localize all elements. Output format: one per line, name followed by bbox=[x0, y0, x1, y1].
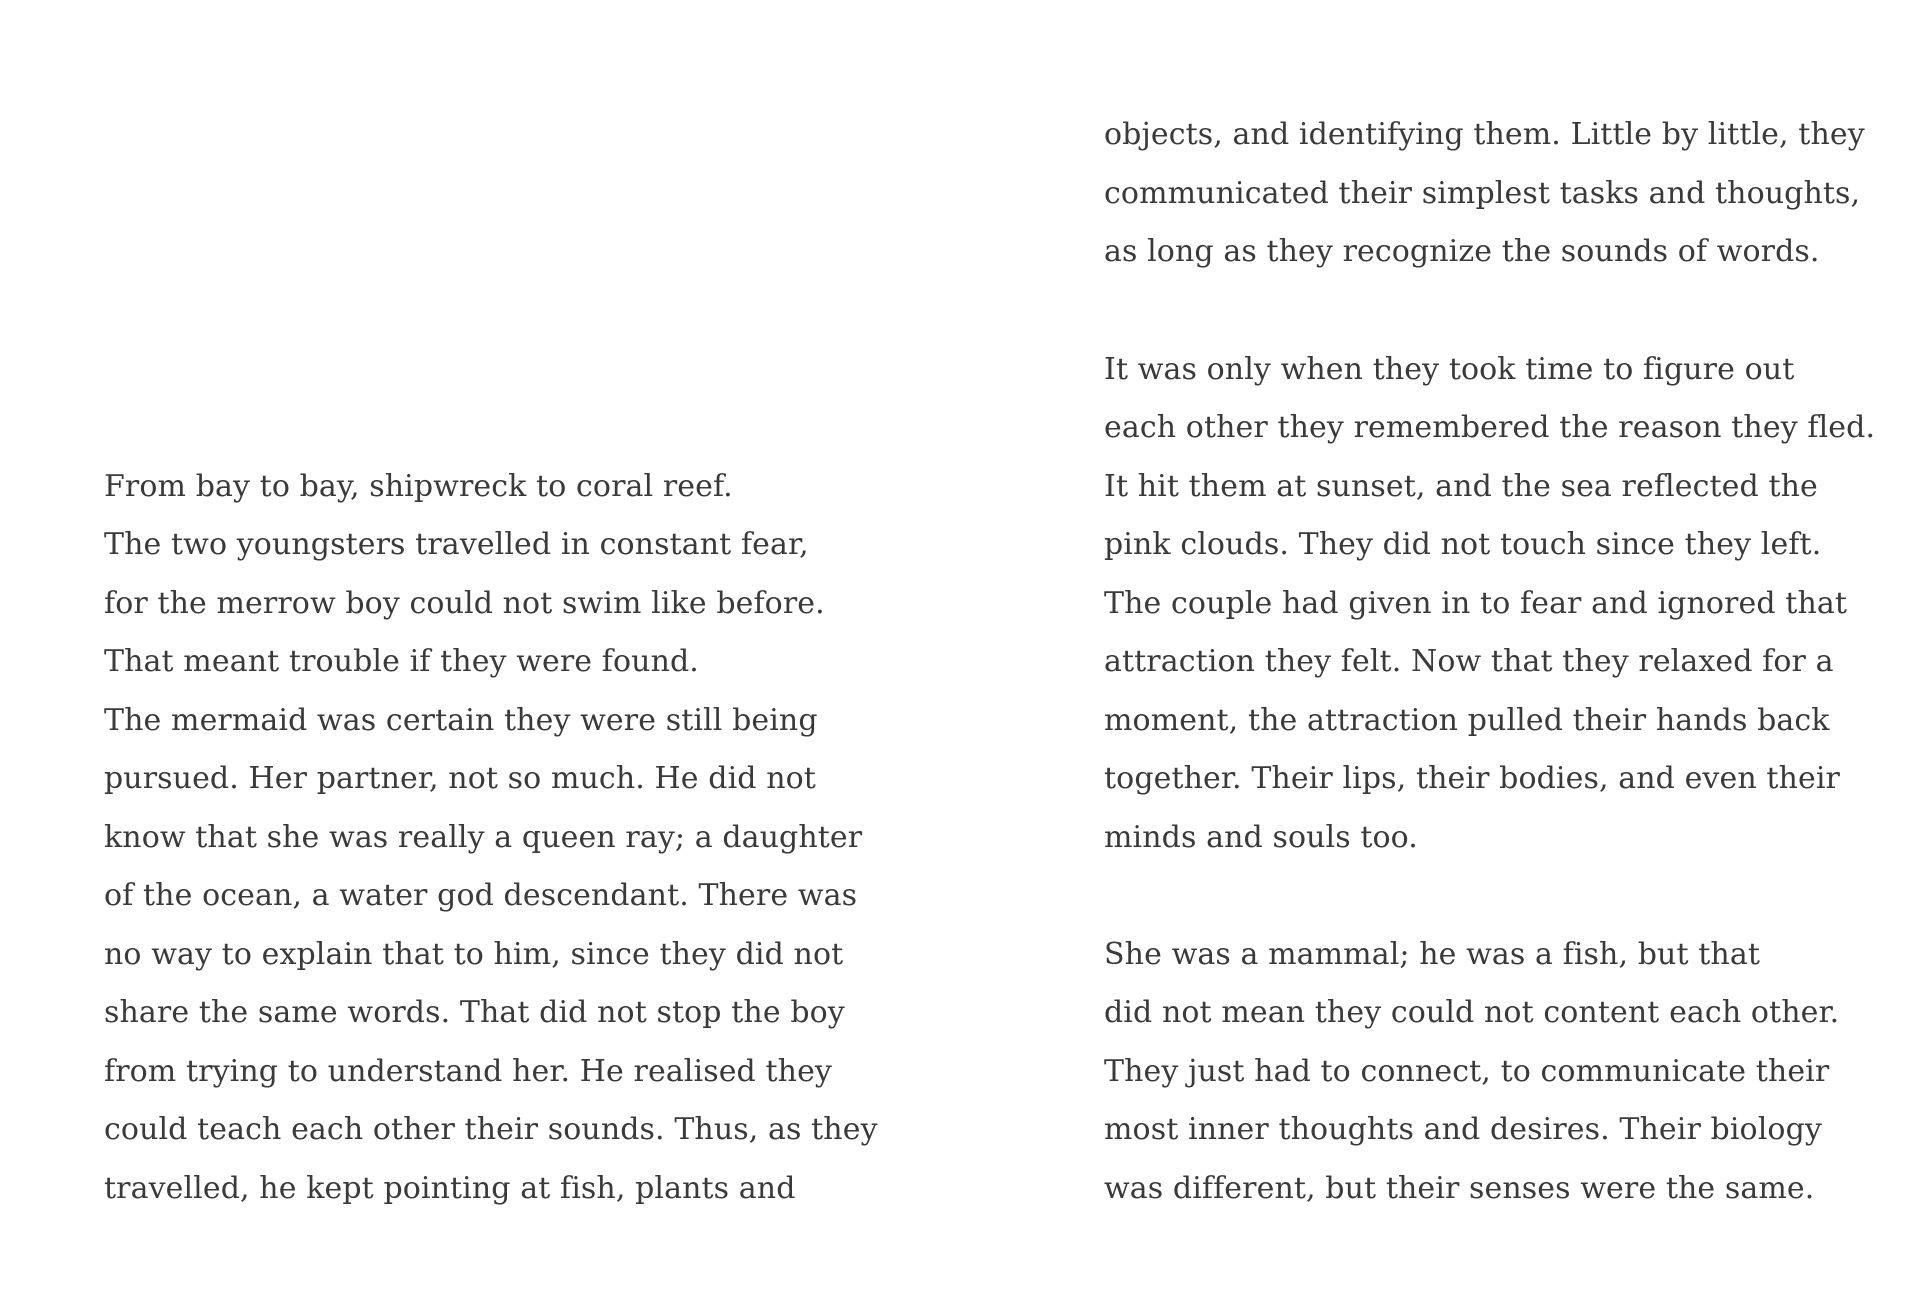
right-line: pink clouds. They did not touch since they left. bbox=[1104, 527, 1822, 562]
right-line: attraction they felt. Now that they relaxed for a bbox=[1104, 644, 1834, 679]
right-line: together. Their lips, their bodies, and even their bbox=[1104, 761, 1840, 796]
left-line: That meant trouble if they were found. bbox=[104, 644, 699, 679]
right-line: did not mean they could not content each other. bbox=[1104, 995, 1840, 1030]
left-line: for the merrow boy could not swim like before. bbox=[104, 586, 825, 621]
left-line: The two youngsters travelled in constant fear, bbox=[104, 527, 809, 562]
right-line: objects, and identifying them. Little by little, they bbox=[1104, 117, 1865, 152]
left-line: share the same words. That did not stop the boy bbox=[104, 995, 845, 1030]
right-line: It was only when they took time to figure out bbox=[1104, 352, 1795, 387]
left-line: The mermaid was certain they were still being bbox=[104, 703, 818, 738]
right-page bbox=[1104, 0, 1894, 1316]
right-line: The couple had given in to fear and ignored that bbox=[1104, 586, 1848, 621]
left-line: know that she was really a queen ray; a daughter bbox=[104, 820, 863, 855]
left-line: no way to explain that to him, since they did not bbox=[104, 937, 844, 972]
left-line: of the ocean, a water god descendant. There was bbox=[104, 878, 858, 913]
right-line: was different, but their senses were the same. bbox=[1104, 1171, 1815, 1206]
left-line: From bay to bay, shipwreck to coral reef. bbox=[104, 469, 733, 504]
right-line: moment, the attraction pulled their hands back bbox=[1104, 703, 1830, 738]
left-page bbox=[104, 0, 878, 1316]
right-line: communicated their simplest tasks and thoughts, bbox=[1104, 176, 1861, 211]
left-line: from trying to understand her. He realised they bbox=[104, 1054, 832, 1089]
right-line: most inner thoughts and desires. Their biology bbox=[1104, 1112, 1822, 1147]
right-line: They just had to connect, to communicate their bbox=[1104, 1054, 1830, 1089]
right-line: It hit them at sunset, and the sea reflected the bbox=[1104, 469, 1818, 504]
left-line: could teach each other their sounds. Thus, as they bbox=[104, 1112, 878, 1147]
left-line: pursued. Her partner, not so much. He did not bbox=[104, 761, 816, 796]
right-line: as long as they recognize the sounds of words. bbox=[1104, 234, 1820, 269]
right-line: minds and souls too. bbox=[1104, 820, 1418, 855]
right-line: She was a mammal; he was a fish, but that bbox=[1104, 937, 1760, 972]
left-line: travelled, he kept pointing at fish, plants and bbox=[104, 1171, 796, 1206]
right-line: each other they remembered the reason they fled. bbox=[1104, 410, 1876, 445]
